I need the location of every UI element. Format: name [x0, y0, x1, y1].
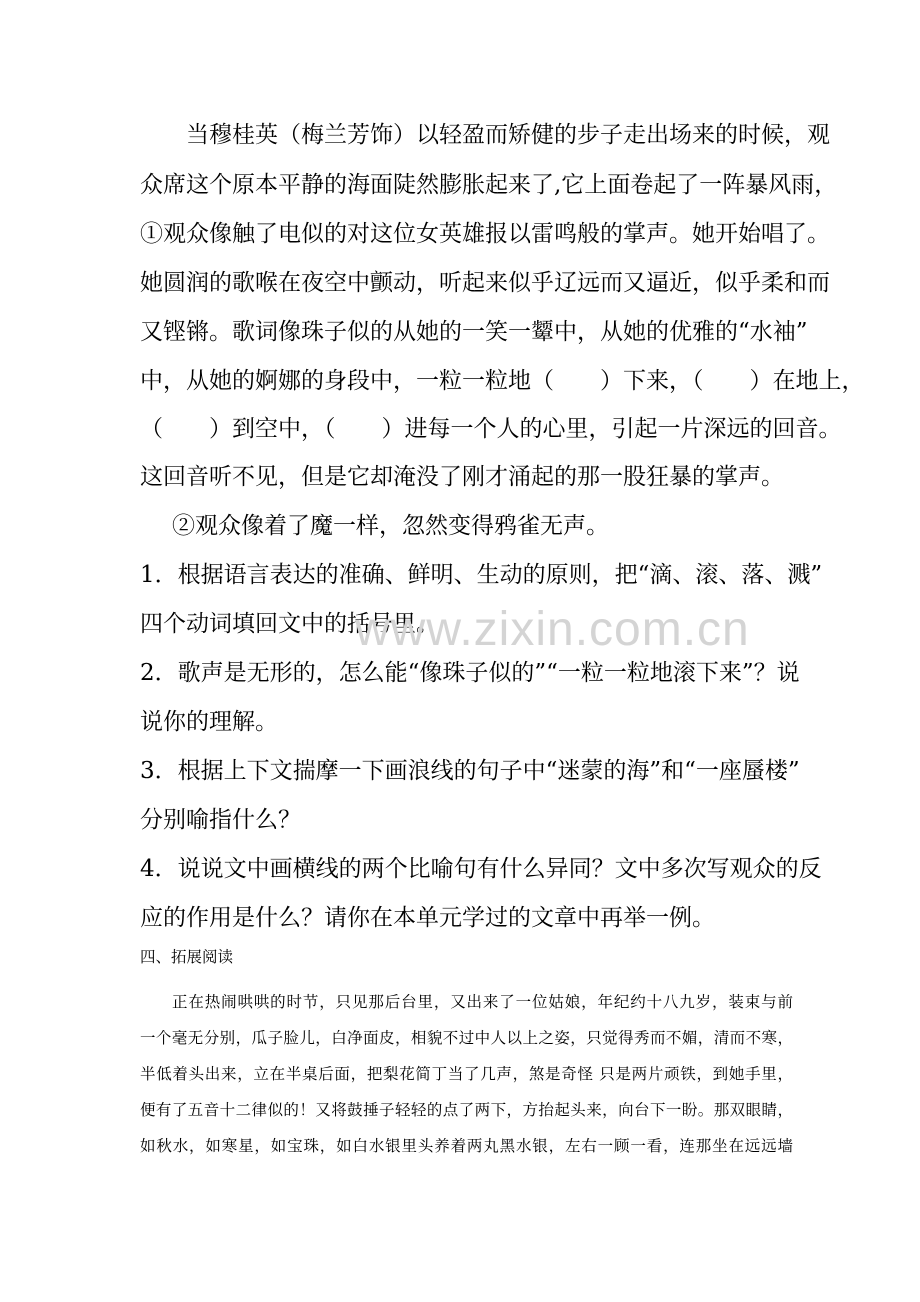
passage-line-4: 她圆润的歌喉在夜空中颤动，听起来似乎辽远而又逼近，似乎柔和而 [140, 270, 830, 296]
passage-line-3: ①观众像触了电似的对这位女英雄报以雷鸣般的掌声。她开始唱了。 [140, 221, 830, 247]
question-3-line-1: 3．根据上下文揣摩一下画浪线的句子中“迷蒙的海”和“一座蜃楼” [140, 758, 800, 784]
question-1-line-2: 四个动词填回文中的括号里。 [140, 611, 439, 637]
question-4-line-2: 应的作用是什么？请你在本单元学过的文章中再举一例。 [140, 905, 715, 931]
reading-line-1: 正在热闹哄哄的时节，只见那后台里，又出来了一位姑娘，年纪约十八九岁，装束与前 [172, 993, 793, 1011]
question-2-line-1: 2．歌声是无形的，怎么能“像珠子似的”“一粒一粒地滚下来”？说 [140, 660, 800, 686]
question-3-line-2: 分别喻指什么？ [140, 807, 301, 833]
passage-line-2: 众席这个原本平静的海面陡然膨胀起来了,它上面卷起了一阵暴风雨， [140, 172, 838, 198]
question-4-line-1: 4．说说文中画横线的两个比喻句有什么异同？文中多次写观众的反 [140, 856, 822, 882]
passage-line-8: 这回音听不见，但是它却淹没了刚才涌起的那一股狂暴的掌声。 [140, 464, 784, 490]
section-heading: 四、拓展阅读 [140, 948, 234, 966]
reading-line-5: 如秋水，如寒星，如宝珠，如白水银里头养着两丸黑水银，左右一顾一看，连那坐在远远墙 [140, 1137, 793, 1155]
passage-line-5: 又铿锵。歌词像珠子似的从她的一笑一颦中，从她的优雅的“水袖” [140, 319, 808, 345]
question-2-line-2: 说你的理解。 [140, 709, 278, 735]
reading-line-3: 半低着头出来，立在半桌后面，把梨花简丁当了几声，煞是奇怪 只是两片顽铁，到她手里， [140, 1065, 793, 1083]
question-1-line-1: 1．根据语言表达的准确、鲜明、生动的原则，把“滴、滚、落、溅” [140, 562, 823, 588]
reading-line-4: 便有了五音十二律似的！又将鼓捶子轻轻的点了两下，方抬起头来，向台下一盼。那双眼睛， [140, 1101, 793, 1119]
reading-line-2: 一个毫无分别，瓜子脸儿，白净面皮，相貌不过中人以上之姿，只觉得秀而不媚，清而不寒， [140, 1029, 793, 1047]
passage-line-9: ②观众像着了魔一样，忽然变得鸦雀无声。 [172, 513, 609, 539]
passage-line-6: 中，从她的婀娜的身段中，一粒一粒地（ ）下来，（ ）在地上， [140, 368, 865, 394]
passage-line-1: 当穆桂英（梅兰芳饰）以轻盈而矫健的步子走出场来的时候，观 [186, 122, 830, 148]
watermark: www.zixin.com.cn [355, 603, 750, 656]
passage-line-7: （ ）到空中，（ ）进每一个人的心里，引起一片深远的回音。 [140, 416, 842, 442]
